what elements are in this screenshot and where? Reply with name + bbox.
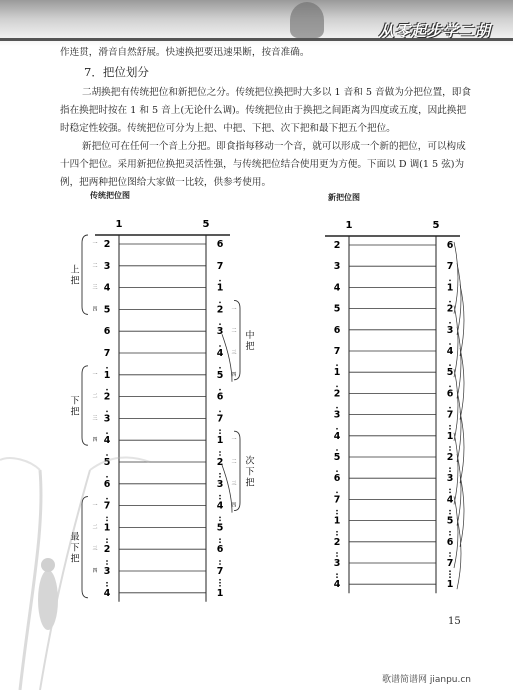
octave-dot — [449, 322, 451, 324]
octave-dot — [219, 432, 221, 434]
note-left: 5 — [103, 457, 111, 468]
paragraph-intro: 作连贯，滑音自然舒展。快速换把要迅速果断，按音准确。 — [60, 47, 310, 58]
octave-dot — [449, 492, 451, 494]
note-right: 1 — [216, 435, 224, 447]
new-position-arc — [454, 369, 458, 441]
note-left: 2 — [103, 239, 111, 250]
octave-dot — [219, 473, 221, 475]
octave-dot — [106, 476, 108, 478]
octave-dot — [219, 560, 221, 562]
note-left: 3 — [333, 261, 341, 273]
note-left: 2 — [103, 544, 111, 556]
new-position-arc — [457, 263, 461, 335]
finger-mark: 一 — [231, 437, 237, 444]
note-left: 2 — [333, 536, 341, 548]
new-position-arc — [460, 412, 464, 484]
octave-dot — [449, 573, 451, 575]
octave-dot — [336, 573, 338, 575]
new-position-arc — [454, 433, 458, 505]
note-left: 3 — [103, 413, 111, 425]
note-left: 4 — [103, 282, 111, 294]
note-right: 6 — [446, 536, 454, 548]
note-right: 6 — [446, 240, 454, 251]
octave-dot — [219, 582, 221, 584]
note-right: 6 — [216, 391, 224, 403]
octave-dot — [336, 492, 338, 494]
note-left: 2 — [333, 240, 341, 251]
octave-dot — [336, 534, 338, 536]
octave-dot — [219, 476, 221, 478]
octave-dot — [219, 451, 221, 453]
note-right: 5 — [446, 515, 454, 527]
octave-dot — [219, 541, 221, 543]
finger-mark: 二 — [92, 524, 98, 531]
octave-dot — [219, 579, 221, 581]
octave-dot — [336, 470, 338, 472]
octave-dot — [219, 495, 221, 497]
finger-mark: 一 — [92, 241, 98, 247]
note-right: 3 — [446, 324, 454, 336]
note-right: 2 — [216, 457, 224, 468]
octave-dot — [106, 432, 108, 434]
octave-dot — [449, 446, 451, 448]
finger-mark: 二 — [92, 262, 98, 269]
octave-dot — [106, 498, 108, 500]
octave-dot — [106, 520, 108, 522]
note-right: 4 — [446, 346, 454, 357]
octave-dot — [219, 517, 221, 519]
note-right: 5 — [216, 369, 224, 381]
octave-dot — [336, 555, 338, 557]
new-position-arc — [460, 475, 464, 547]
finger-mark: 三 — [231, 350, 237, 356]
note-left: 1 — [103, 369, 111, 381]
finger-mark: 四 — [92, 437, 98, 444]
octave-dot — [449, 555, 451, 557]
note-left: 3 — [333, 558, 341, 569]
octave-dot — [449, 513, 451, 515]
finger-mark: 二 — [231, 459, 237, 465]
note-right: 7 — [446, 409, 454, 421]
note-right: 5 — [216, 522, 224, 534]
new-position-arc — [454, 242, 458, 314]
octave-dot — [219, 389, 221, 391]
octave-dot — [449, 570, 451, 572]
octave-dot — [219, 429, 221, 431]
note-right: 2 — [216, 304, 224, 316]
octave-dot — [219, 280, 221, 282]
position-label-char: 把 — [70, 554, 80, 565]
octave-dot — [106, 582, 108, 584]
octave-dot — [449, 531, 451, 533]
new-position-arc — [457, 390, 461, 462]
note-left: 3 — [103, 566, 111, 577]
octave-dot — [336, 364, 338, 366]
octave-dot — [106, 389, 108, 391]
page-number: 15 — [448, 616, 461, 627]
note-left: 4 — [333, 430, 341, 442]
section-heading: 7．把位划分 — [84, 65, 149, 79]
string-label: 5 — [202, 219, 210, 230]
octave-dot — [449, 449, 451, 451]
note-right: 7 — [446, 558, 454, 569]
note-right: 7 — [216, 413, 224, 425]
octave-dot — [449, 534, 451, 536]
octave-dot — [449, 489, 451, 491]
note-left: 5 — [333, 303, 341, 315]
note-left: 4 — [333, 579, 341, 591]
note-right: 5 — [446, 367, 454, 379]
traditional-position-chart — [70, 219, 254, 602]
position-label-char: 把 — [245, 478, 255, 489]
octave-dot — [219, 498, 221, 500]
octave-dot — [336, 513, 338, 515]
note-left: 3 — [103, 260, 111, 272]
octave-dot — [219, 563, 221, 565]
note-left: 6 — [103, 478, 111, 490]
new-position-arc — [460, 284, 464, 356]
octave-dot — [449, 467, 451, 469]
new-position-arc — [457, 454, 461, 526]
octave-dot — [449, 510, 451, 512]
note-right: 6 — [216, 544, 224, 556]
note-left: 1 — [333, 367, 341, 379]
note-left: 7 — [103, 500, 111, 512]
finger-mark: 二 — [92, 393, 98, 400]
position-label-char: 下 — [245, 467, 255, 478]
position-label-char: 下 — [70, 396, 80, 407]
octave-dot — [336, 386, 338, 388]
octave-dot — [449, 425, 451, 427]
octave-dot — [106, 367, 108, 369]
octave-dot — [219, 323, 221, 325]
note-right: 1 — [446, 282, 454, 294]
note-right: 2 — [446, 303, 454, 315]
note-left: 3 — [333, 409, 341, 421]
octave-dot — [449, 407, 451, 409]
new-position-chart — [325, 220, 464, 593]
position-bracket — [82, 235, 88, 314]
note-right: 3 — [446, 473, 454, 485]
note-left: 7 — [333, 494, 341, 506]
octave-dot — [219, 454, 221, 456]
site-watermark: 歌谱简谱网 jianpu.cn — [382, 675, 472, 685]
octave-dot — [449, 428, 451, 430]
position-bracket — [82, 366, 88, 445]
note-left: 4 — [333, 282, 341, 294]
octave-dot — [336, 531, 338, 533]
finger-mark: 四 — [92, 568, 98, 574]
new-position-arc — [460, 348, 464, 420]
note-right: 6 — [446, 388, 454, 400]
string-label: 5 — [432, 220, 440, 231]
octave-dot — [219, 411, 221, 413]
octave-dot — [106, 454, 108, 456]
note-left: 1 — [103, 522, 111, 534]
note-left: 6 — [333, 473, 341, 485]
note-left: 4 — [103, 435, 111, 447]
octave-dot — [219, 302, 221, 304]
note-right: 1 — [446, 579, 454, 591]
note-right: 1 — [216, 587, 224, 599]
note-right: 3 — [216, 478, 224, 490]
octave-dot — [106, 517, 108, 519]
position-label-char: 上 — [70, 265, 80, 276]
traditional-chart-title: 传统把位图 — [90, 191, 130, 200]
position-label-char: 下 — [70, 543, 80, 554]
note-left: 1 — [333, 515, 341, 527]
note-right: 6 — [216, 239, 224, 250]
position-label-char: 把 — [245, 342, 255, 353]
string-label: 1 — [115, 219, 123, 230]
note-right: 4 — [216, 348, 224, 359]
finger-mark: 一 — [92, 371, 98, 378]
note-right: 7 — [216, 566, 224, 577]
book-title: 从零起步学二胡 — [378, 22, 491, 40]
note-right: 2 — [446, 452, 454, 463]
new-position-arc — [457, 518, 461, 590]
bamboo-decoration — [0, 457, 150, 690]
note-right: 1 — [446, 430, 454, 442]
octave-dot — [449, 552, 451, 554]
finger-mark: 二 — [231, 328, 237, 335]
octave-dot — [106, 538, 108, 540]
note-left: 7 — [333, 346, 341, 357]
position-label-char: 把 — [70, 407, 80, 418]
new-position-arc — [454, 496, 458, 568]
octave-dot — [219, 520, 221, 522]
note-left: 4 — [103, 587, 111, 599]
note-left: 2 — [333, 388, 341, 400]
octave-dot — [449, 280, 451, 282]
octave-dot — [336, 407, 338, 409]
note-left: 6 — [333, 324, 341, 336]
octave-dot — [106, 541, 108, 543]
octave-dot — [219, 585, 221, 587]
string-label: 1 — [345, 220, 353, 231]
octave-dot — [336, 449, 338, 451]
note-right: 1 — [216, 282, 224, 294]
position-label-char: 中 — [245, 331, 255, 342]
note-right: 7 — [446, 261, 454, 273]
octave-dot — [219, 345, 221, 347]
note-right: 4 — [216, 500, 224, 512]
note-left: 7 — [103, 348, 111, 359]
finger-mark: 一 — [92, 502, 98, 509]
octave-dot — [219, 367, 221, 369]
octave-dot — [106, 560, 108, 562]
octave-dot — [336, 428, 338, 430]
octave-dot — [449, 386, 451, 388]
octave-dot — [449, 364, 451, 366]
octave-dot — [449, 470, 451, 472]
octave-dot — [449, 301, 451, 303]
note-left: 2 — [103, 391, 111, 403]
position-label-char: 次 — [245, 456, 255, 467]
new-position-arc — [454, 306, 458, 378]
note-left: 6 — [103, 326, 111, 338]
position-label-char: 最 — [70, 532, 80, 543]
new-chart-title: 新把位图 — [328, 193, 360, 202]
finger-mark: 三 — [92, 284, 98, 291]
finger-mark: 三 — [92, 546, 98, 553]
position-label-char: 把 — [70, 276, 80, 287]
note-right: 3 — [216, 326, 224, 338]
paragraph-new: 新把位可在任何一个音上分把。即食指每移动一个音，就可以形成一个新的把位，可以构成十四个把位。采用新把位换把灵活性强，与传统把位结合使用更为方便。下面以 D 调(1 5 弦)为例，把两种把位图给大家做一比较，供参考使用。 — [60, 141, 466, 188]
note-right: 7 — [216, 260, 224, 272]
octave-dot — [336, 510, 338, 512]
finger-mark: 三 — [231, 480, 237, 487]
octave-dot — [106, 585, 108, 587]
paragraph-traditional: 二胡换把有传统把位和新把位之分。传统把位换把时大多以 1 音和 5 音做为分把位置，即食指在换把时按在 1 和 5 音上(无论什么调)。传统把位由于换把之间距离为四度或五度，因此换把时稳定性较强。传统把位可分为上把、中把、下把、次下把和最下把五个把位。 — [60, 87, 471, 134]
note-left: 5 — [333, 452, 341, 463]
finger-mark: 四 — [92, 306, 98, 313]
octave-dot — [449, 576, 451, 578]
note-left: 5 — [103, 304, 111, 316]
octave-dot — [106, 411, 108, 413]
octave-dot — [336, 576, 338, 578]
finger-mark: 三 — [92, 415, 98, 422]
octave-dot — [449, 343, 451, 345]
octave-dot — [106, 563, 108, 565]
finger-mark: 四 — [231, 371, 237, 378]
finger-mark: 四 — [231, 502, 237, 509]
octave-dot — [219, 538, 221, 540]
finger-mark: 一 — [231, 306, 237, 313]
position-bracket — [82, 497, 88, 598]
note-right: 4 — [446, 494, 454, 506]
octave-dot — [336, 552, 338, 554]
new-position-arc — [457, 327, 461, 399]
